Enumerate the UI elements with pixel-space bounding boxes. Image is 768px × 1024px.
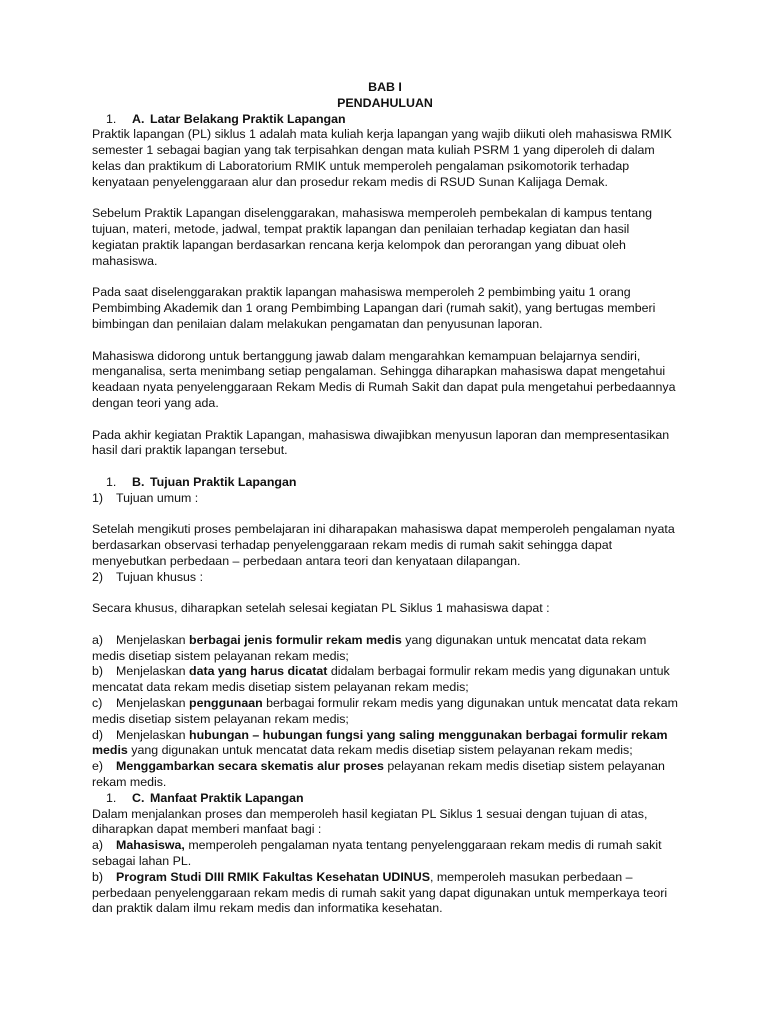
item-bold: Mahasiswa, xyxy=(116,838,185,853)
subheading-tujuan-umum xyxy=(92,491,678,507)
item-bold: Menggambarkan secara skematis alur proses xyxy=(116,759,384,774)
item-bold: data yang harus dicatat xyxy=(189,664,328,679)
item-title: Tujuan umum : xyxy=(116,490,199,505)
item-text: pelayanan rekam medis disetiap sistem pelayanan rekam medis. xyxy=(92,759,665,790)
list-item xyxy=(92,838,678,870)
paragraph: Praktik lapangan (PL) siklus 1 adalah mata kuliah kerja lapangan yang wajib diikuti oleh mahasiswa RMIK semester 1 sebagai bagian yang tak terpisahkan dengan mata kuliah PSRM 1 yang diperoleh di dalam kelas dan praktikum di Laboratorium RMIK untuk memperoleh pengalaman psikomotorik terhadap kenyataan penyelenggaraan alur dan prosedur rekam medis di RSUD Sunan Kalijaga Demak. xyxy=(92,127,672,189)
item-bold: berbagai jenis formulir rekam medis xyxy=(189,632,402,647)
section-title: Tujuan Praktik Lapangan xyxy=(150,474,297,489)
item-text: Menjelaskan xyxy=(116,727,190,742)
item-text: didalam berbagai formulir rekam medis yang digunakan untuk mencatat data rekam medis disetiap sistem pelayanan rekam medis; xyxy=(92,664,670,695)
paragraph: Sebelum Praktik Lapangan diselenggarakan, mahasiswa memperoleh pembekalan di kampus tentang tujuan, materi, metode, jadwal, tempat praktik lapangan dan penilaian terhadap kegiatan dan hasil kegiatan praktik lapangan berdasarkan rencana kerja kelompok dan perorangan yang dibuat oleh mahasiswa. xyxy=(92,206,652,268)
item-bold: penggunaan xyxy=(189,696,263,711)
item-label: e) xyxy=(92,759,104,774)
paragraph: Secara khusus, diharapkan setelah selesai kegiatan PL Siklus 1 mahasiswa dapat : xyxy=(92,601,550,616)
item-label: b) xyxy=(92,869,104,884)
list-item xyxy=(92,633,678,665)
list-item xyxy=(92,728,678,760)
item-label: d) xyxy=(92,727,104,742)
section-heading-c xyxy=(92,791,678,807)
paragraph: Pada saat diselenggarakan praktik lapangan mahasiswa memperoleh 2 pembimbing yaitu 1 orang Pembimbing Akademik dan 1 orang Pembimbing Lapangan dari (rumah sakit), yang bertugas memberi bimbingan dan penilaian dalam melakukan pengamatan dan penyusunan laporan. xyxy=(92,285,656,331)
list-item xyxy=(92,664,678,696)
section-heading-b xyxy=(92,475,678,491)
item-bold: hubungan – hubungan fungsi yang saling menggunakan berbagai formulir rekam medis xyxy=(92,727,668,758)
document-page xyxy=(92,80,678,917)
paragraph: Setelah mengikuti proses pembelajaran ini diharapakan mahasiswa dapat memperoleh pengalaman nyata berdasarkan observasi terhadap penyelenggaraan rekam medis di rumah sakit sehingga dapat menyebutkan perbedaan – perbedaan antara teori dan kenyataan dilapangan. xyxy=(92,522,675,568)
item-text: berbagai formulir rekam medis yang digunakan untuk mencatat data rekam medis disetiap sistem pelayanan rekam medis; xyxy=(92,696,678,726)
item-text: yang digunakan untuk mencatat data rekam medis disetiap sistem pelayanan rekam medis; xyxy=(92,632,647,663)
section-title: Manfaat Praktik Lapangan xyxy=(150,790,304,805)
item-label: 2) xyxy=(92,569,104,584)
item-label: a) xyxy=(92,632,104,647)
item-label: 1) xyxy=(92,490,104,505)
item-text: yang digunakan untuk mencatat data rekam medis disetiap sistem pelayanan rekam medis; xyxy=(127,743,633,758)
chapter-subtitle: PENDAHULUAN xyxy=(337,95,433,110)
item-text: , memperoleh masukan perbedaan – perbedaan penyelenggaraan rekam medis di rumah sakit yang dapat digunakan untuk memperkaya teori dan praktik dalam ilmu rekam medis dan informatika kesehatan. xyxy=(92,869,668,916)
list-item xyxy=(92,870,678,917)
item-label: c) xyxy=(92,696,103,711)
section-number: 1. xyxy=(106,111,117,126)
section-letter: A. xyxy=(132,111,145,126)
paragraph: Dalam menjalankan proses dan memperoleh hasil kegiatan PL Siklus 1 sesuai dengan tujuan di atas, diharapkan dapat memberi manfaat bagi : xyxy=(92,806,648,837)
item-title: Tujuan khusus : xyxy=(116,569,204,584)
list-item xyxy=(92,759,678,791)
item-text: Menjelaskan xyxy=(116,696,190,711)
tujuan-list xyxy=(92,633,678,791)
item-text: Menjelaskan xyxy=(116,664,190,679)
list-item xyxy=(92,696,678,728)
item-label: b) xyxy=(92,664,104,679)
section-title: Latar Belakang Praktik Lapangan xyxy=(150,111,346,126)
section-number: 1. xyxy=(106,790,117,805)
item-label: a) xyxy=(92,838,104,853)
section-letter: B. xyxy=(132,474,145,489)
item-text: Menjelaskan xyxy=(116,632,190,647)
section-number: 1. xyxy=(106,474,117,489)
item-bold: Program Studi DIII RMIK Fakultas Kesehatan UDINUS xyxy=(116,869,430,884)
paragraph: Mahasiswa didorong untuk bertanggung jawab dalam mengarahkan kemampuan belajarnya sendiri, menganalisa, serta menimbang setiap pengalaman. Sehingga diharapkan mahasiswa dapat mengetahui keadaan nyata penyelenggaraan Rekam Medis di Rumah Sakit dan dapat pula mengetahui perbedaannya dengan teori yang ada. xyxy=(92,348,676,410)
paragraph: Pada akhir kegiatan Praktik Lapangan, mahasiswa diwajibkan menyusun laporan dan mempresentasikan hasil dari praktik lapangan tersebut. xyxy=(92,427,670,458)
subheading-tujuan-khusus xyxy=(92,570,678,586)
chapter-title: BAB I xyxy=(368,80,402,94)
item-text: memperoleh pengalaman nyata tentang penyelenggaraan rekam medis di rumah sakit sebagai lahan PL. xyxy=(92,838,662,869)
section-heading-a xyxy=(92,112,678,128)
section-letter: C. xyxy=(132,790,145,805)
